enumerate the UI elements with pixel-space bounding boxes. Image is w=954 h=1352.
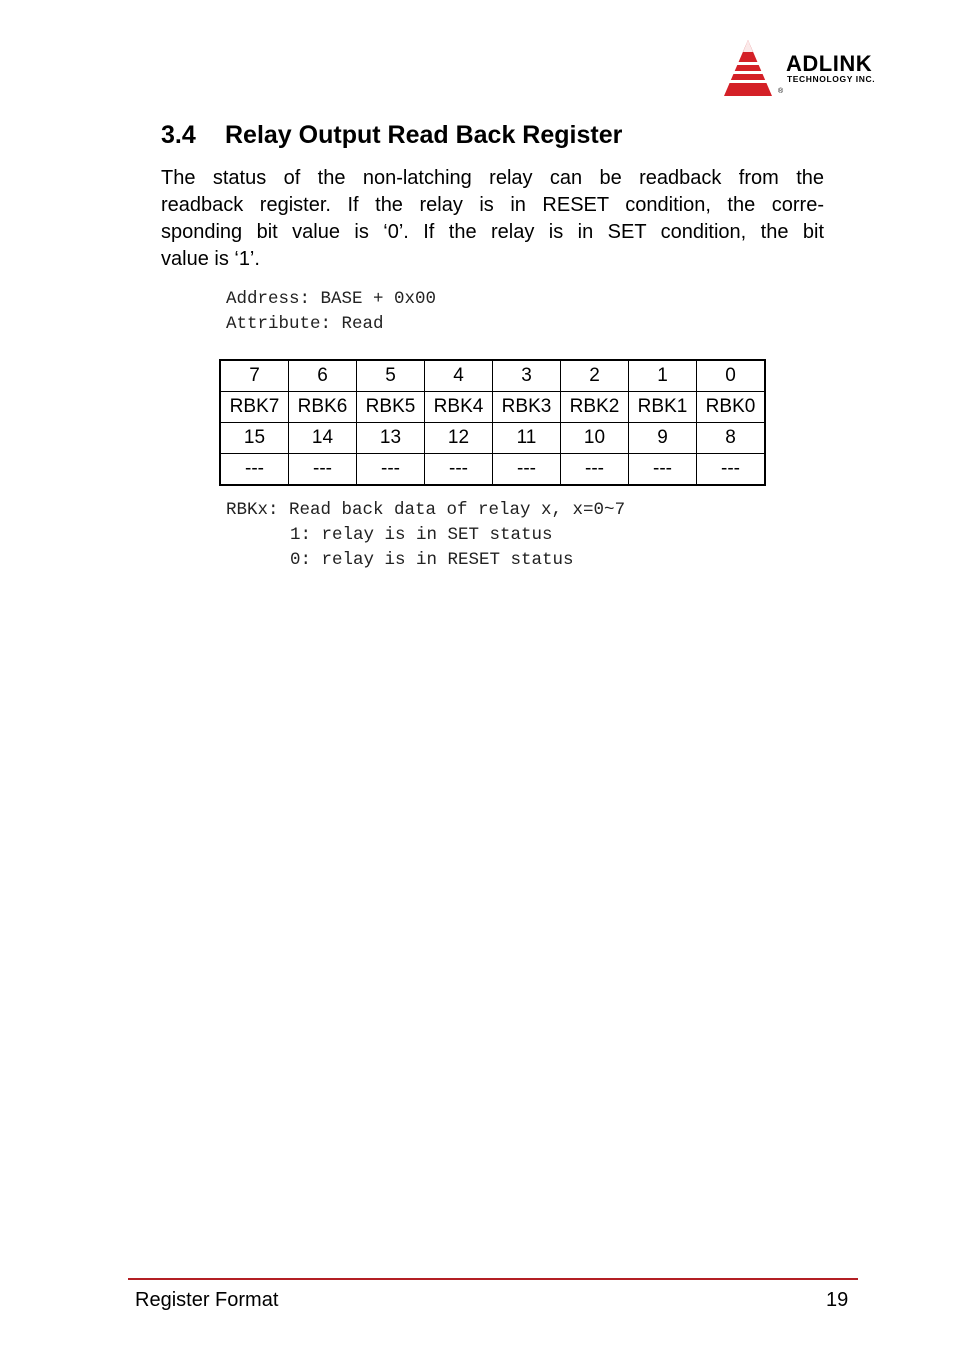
brand-name: ADLINK [786,51,873,76]
table-cell: 8 [697,423,766,454]
rbk-set-value: 1: relay is in SET status [290,525,553,545]
table-cell: --- [493,454,561,486]
table-cell: 3 [493,360,561,392]
table-cell: 2 [561,360,629,392]
table-row [220,423,765,454]
table-cell: --- [220,454,289,486]
register-attribute: Attribute: Read [226,314,384,334]
table-row [220,454,765,486]
section-heading [161,121,622,150]
table-cell: 15 [220,423,289,454]
paragraph-line: The status of the non-latching relay can be readback from the [161,167,824,189]
page-number: 19 [826,1289,849,1311]
table-cell: --- [629,454,697,486]
table-row [220,360,765,392]
table-cell: 4 [425,360,493,392]
paragraph-line: sponding bit value is ‘0’. If the relay is in SET condition, the bit [161,221,824,243]
register-address: Address: BASE + 0x00 [226,289,437,309]
rbk-description: RBKx: Read back data of relay x, x=0~7 [226,500,626,520]
table-cell: RBK2 [561,392,629,423]
registered-mark: ® [778,88,784,95]
paragraph-line: readback register. If the relay is in RESET condition, the corre- [161,194,824,216]
table-cell: 12 [425,423,493,454]
table-cell: 5 [357,360,425,392]
table-cell: 1 [629,360,697,392]
table-cell: 10 [561,423,629,454]
table-cell: 14 [289,423,357,454]
footer-rule [128,1278,858,1280]
adlink-logo [722,38,912,100]
register-bit-table [219,359,766,486]
rbk-reset-value: 0: relay is in RESET status [290,550,574,570]
table-cell: 7 [220,360,289,392]
adlink-triangle-icon [722,38,784,98]
table-row [220,392,765,423]
table-cell: RBK6 [289,392,357,423]
table-cell: 9 [629,423,697,454]
table-cell: --- [425,454,493,486]
table-cell: 6 [289,360,357,392]
table-cell: 11 [493,423,561,454]
table-cell: RBK7 [220,392,289,423]
brand-tagline: TECHNOLOGY INC. [787,74,876,84]
paragraph-line: value is ‘1’. [161,248,260,270]
table-cell: 0 [697,360,766,392]
table-cell: RBK0 [697,392,766,423]
table-cell: RBK1 [629,392,697,423]
description-paragraph [161,165,824,273]
table-cell: --- [561,454,629,486]
footer-chapter: Register Format [135,1289,279,1311]
table-cell: --- [289,454,357,486]
table-cell: RBK4 [425,392,493,423]
table-cell: RBK5 [357,392,425,423]
table-cell: 13 [357,423,425,454]
table-cell: --- [357,454,425,486]
section-number: 3.4 [161,121,196,149]
table-cell: RBK3 [493,392,561,423]
table-cell: --- [697,454,766,486]
section-title: Relay Output Read Back Register [225,121,623,149]
